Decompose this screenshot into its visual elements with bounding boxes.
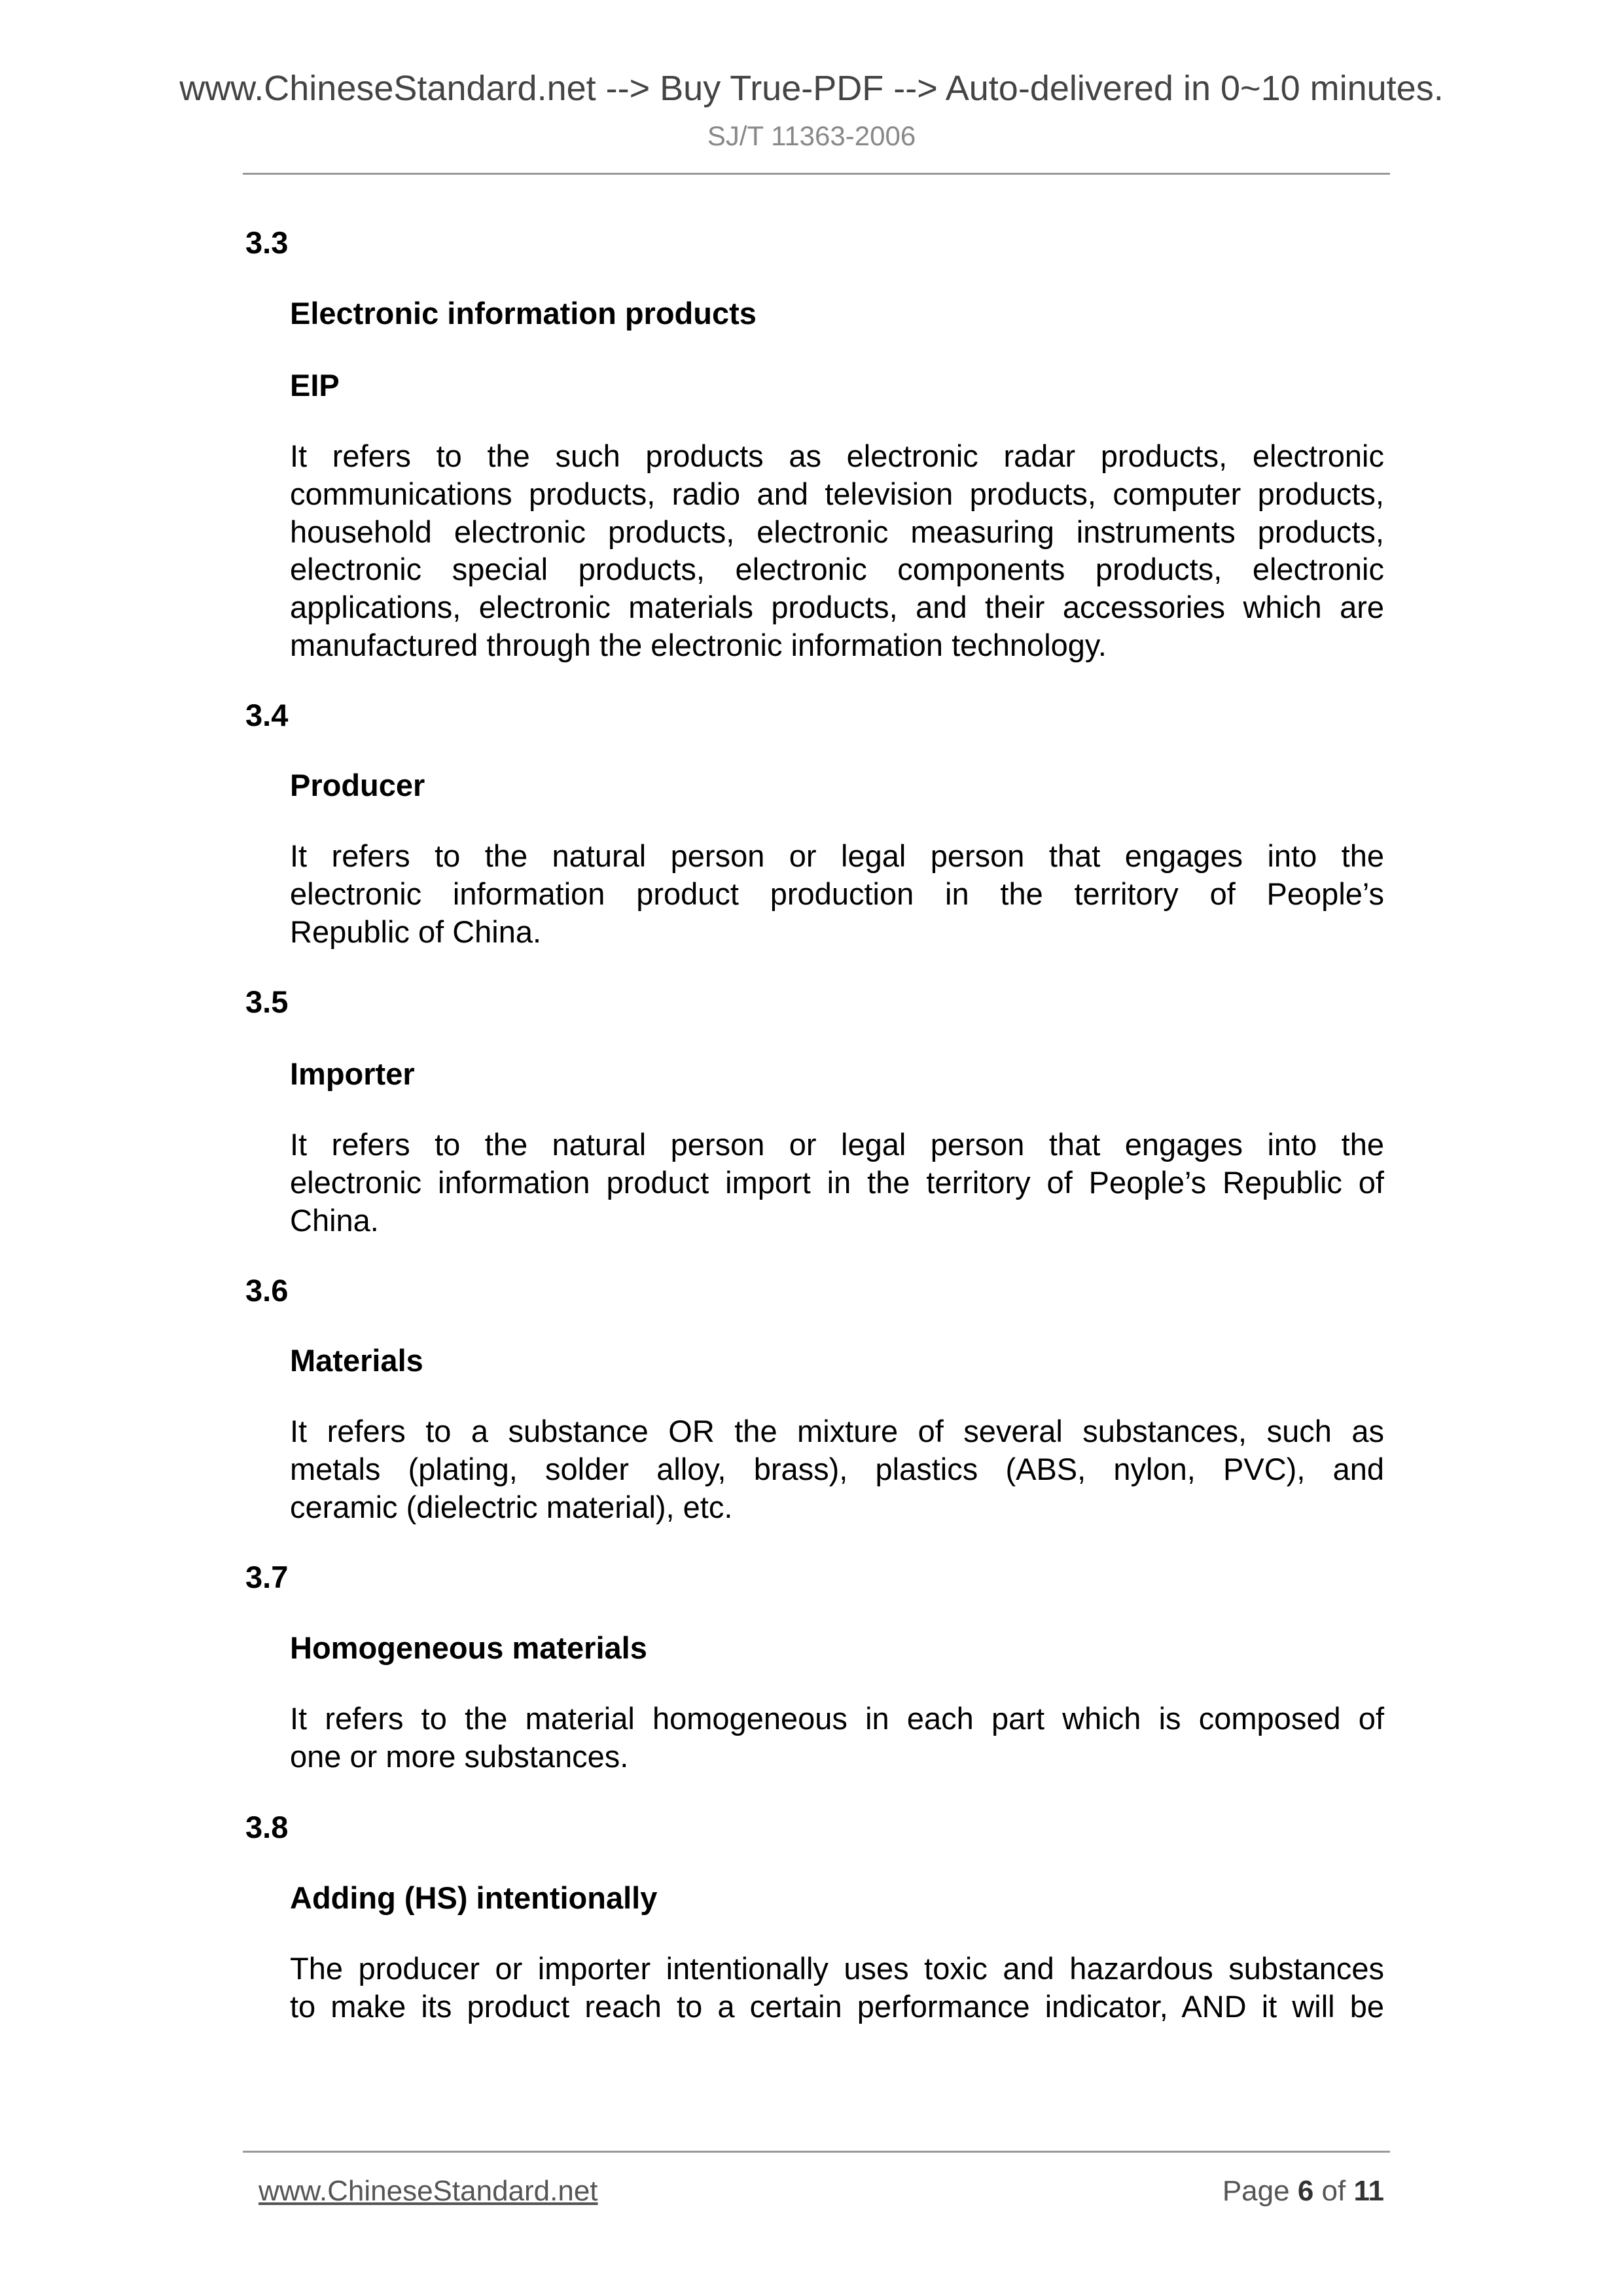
section-number: 3.5 — [245, 984, 289, 1019]
text-line: electronic information product production in the territory of People’s — [290, 876, 1384, 911]
text-line: communications products, radio and television products, computer products, — [290, 476, 1384, 511]
text-line: metals (plating, solder alloy, brass), plastics (ABS, nylon, PVC), and — [290, 1451, 1384, 1486]
text-line: China. — [290, 1202, 379, 1238]
text-line: ceramic (dielectric material), etc. — [290, 1489, 733, 1524]
section-definition — [290, 1950, 1384, 2026]
section-definition — [290, 837, 1384, 950]
text-line: Republic of China. — [290, 914, 542, 949]
section-title: Importer — [290, 1056, 415, 1091]
section-title: Homogeneous materials — [290, 1630, 647, 1665]
text-line: household electronic products, electronic measuring instruments products, — [290, 514, 1384, 549]
header-banner: www.ChineseStandard.net --> Buy True-PDF --> Auto-delivered in 0~10 minutes. — [179, 69, 1444, 108]
footer-site-link[interactable]: www.ChineseStandard.net — [259, 2175, 598, 2207]
text-line: electronic special products, electronic components products, electronic — [290, 552, 1384, 587]
text-line: manufactured through the electronic information technology. — [290, 627, 1107, 662]
page-total: 11 — [1353, 2175, 1384, 2207]
section-title: Materials — [290, 1343, 423, 1378]
section-number: 3.3 — [245, 225, 289, 260]
text-line: to make its product reach to a certain performance indicator, AND it will be — [290, 1988, 1384, 2024]
section-definition — [290, 1126, 1384, 1239]
section-definition — [290, 437, 1384, 664]
section-number: 3.8 — [245, 1810, 289, 1844]
page-prefix: Page — [1222, 2175, 1290, 2207]
page-current: 6 — [1297, 2175, 1314, 2207]
section-definition — [290, 1700, 1384, 1776]
section-title: Producer — [290, 768, 425, 802]
page-indicator — [1222, 2173, 1384, 2210]
section-definition — [290, 1412, 1384, 1526]
text-line: It refers to the natural person or legal person that engages into the — [290, 1127, 1384, 1162]
header-divider — [243, 173, 1390, 175]
section-number: 3.4 — [245, 698, 289, 732]
section-title: Adding (HS) intentionally — [290, 1880, 658, 1915]
text-line: It refers to the natural person or legal person that engages into the — [290, 838, 1384, 873]
text-line: It refers to the material homogeneous in each part which is composed of — [290, 1701, 1384, 1736]
section-number: 3.7 — [245, 1560, 289, 1594]
text-line: electronic information product import in the territory of People’s Republic of — [290, 1164, 1384, 1200]
text-line: The producer or importer intentionally uses toxic and hazardous substances — [290, 1951, 1384, 1986]
footer-divider — [243, 2151, 1390, 2153]
text-line: one or more substances. — [290, 1738, 629, 1774]
page-of: of — [1321, 2175, 1346, 2207]
section-title: Electronic information products — [290, 296, 757, 331]
text-line: applications, electronic materials products, and their accessories which are — [290, 590, 1384, 625]
section-abbreviation: EIP — [290, 368, 340, 403]
text-line: It refers to the such products as electronic radar products, electronic — [290, 439, 1384, 473]
section-number: 3.6 — [245, 1273, 289, 1308]
standard-code: SJ/T 11363-2006 — [707, 120, 916, 151]
text-line: It refers to a substance OR the mixture of several substances, such as — [290, 1414, 1384, 1448]
